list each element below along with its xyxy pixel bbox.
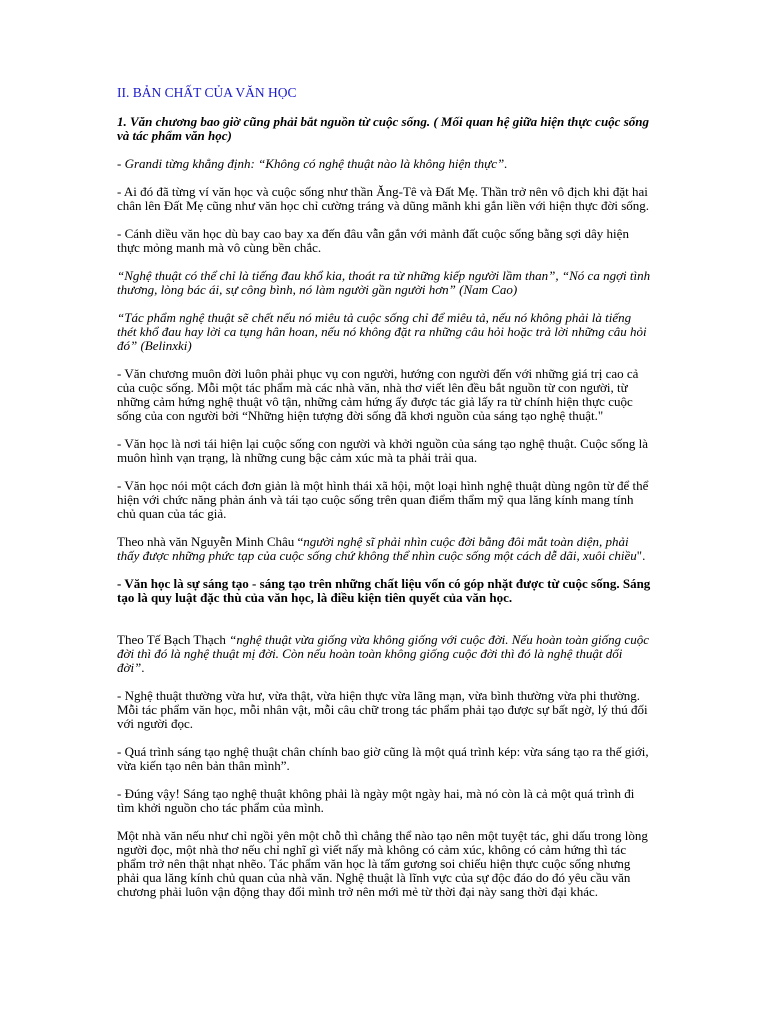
paragraph-creation-process: - Quá trình sáng tạo nghệ thuật chân chính bao giờ cũng là một quá trình kép: vừa sáng tạo ra thế giới, vừa kiến tạo nên bản thân mình”.: [117, 744, 649, 773]
paragraph-serve-people: - Văn chương muôn đời luôn phải phục vụ con người, hướng con người đến với những giá trị cao cả của cuộc sống. Mỗi một tác phẩm mà các nhà văn, nhà thơ viết lên đều bắt nguồn từ con người, từ những cảm hứng nghệ thuật vô tận, những cảm hứng ấy được tác giả lấy ra từ chính hiện thực cuộc sống của con người bởi “Những hiện tượng đời sống đã khơi nguồn của sáng tạo nghệ thuật.": [117, 366, 639, 423]
nmc-prefix: Theo nhà văn Nguyễn Minh Châu “: [117, 534, 304, 549]
section-heading: II. BẢN CHẤT CỦA VĂN HỌC: [117, 85, 297, 100]
tbt-prefix: Theo Tế Bạch Thạch: [117, 632, 230, 647]
paragraph-grandi-quote: [117, 157, 651, 171]
paragraph-art-duality: - Nghệ thuật thường vừa hư, vừa thật, vừa hiện thực vừa lãng mạn, vừa bình thường vừa phi thường. Mỗi tác phẩm văn học, mỗi nhân vật, mỗi câu chữ trong tác phẩm phải tạo được sự bất ngờ, lý thú đối với người đọc.: [117, 688, 648, 731]
spacer: [117, 619, 651, 633]
paragraph-reproduce-life: - Văn học là nơi tái hiện lại cuộc sống con người và khởi nguồn của sáng tạo nghệ thuật. Cuộc sống là muôn hình vạn trạng, là những cung bậc cảm xúc mà ta phải trải qua.: [117, 436, 649, 465]
paragraph-prefix: -: [117, 156, 125, 171]
nmc-quote: người nghệ sĩ phải nhìn cuộc đời bằng đôi mắt toàn diện, phải thấy được những phức tạp của cuộc sống chứ không thể nhìn cuộc sống một cách dễ dãi, xuôi chiều: [117, 534, 637, 563]
paragraph-te-bach-thach: [117, 633, 651, 675]
nmc-suffix: ".: [636, 548, 646, 563]
paragraph-writer-conclusion: Một nhà văn nếu như chỉ ngồi yên một chỗ thì chẳng thể nào tạo nên một tuyệt tác, ghi dấu trong lòng người đọc, một nhà thơ nếu chỉ nghĩ gì viết nấy mà không có cảm xúc, không có cảm hứng thì tác phẩm trở nên thật nhạt nhẽo. Tác phẩm văn học là tấm gương soi chiếu hiện thực cuộc sống nhưng phải qua lăng kính chủ quan của nhà văn. Nghệ thuật là lĩnh vực của sự độc đáo do đó yêu cầu văn chương phải luôn vận động thay đổi mình trở nên mới mẻ từ thời đại này sang thời đại khác.: [117, 828, 648, 899]
tbt-quote: “nghệ thuật vừa giống vừa không giống với cuộc đời. Nếu hoàn toàn giống cuộc đời thì đó là nghệ thuật mị đời. Còn nếu hoàn toàn không giống cuộc đời thì đó là nghệ thuật dối đời”: [117, 632, 649, 675]
subsection-title: 1. Văn chương bao giờ cũng phải bắt nguồn từ cuộc sống. ( Mối quan hệ giữa hiện thực cuộc sống và tác phẩm văn học): [117, 114, 649, 143]
paragraph-not-one-day: - Đúng vậy! Sáng tạo nghệ thuật không phải là ngày một ngày hai, mà nó còn là cả một quá trình đi tìm khởi nguồn cho tác phẩm của mình.: [117, 786, 635, 815]
paragraph-creativity-bold: - Văn học là sự sáng tạo - sáng tạo trên những chất liệu vốn có góp nhặt được từ cuộc sống. Sáng tạo là quy luật đặc thù của văn học, là điều kiện tiên quyết của văn học.: [117, 576, 651, 605]
grandi-quote: Grandi từng khẳng định: “Không có nghệ thuật nào là không hiện thực”.: [124, 156, 508, 171]
paragraph-kite: - Cánh diều văn học dù bay cao bay xa đến đâu vẫn gắn với mảnh đất cuộc sống bằng sợi dây hiện thực mỏng manh mà vô cùng bền chắc.: [117, 226, 629, 255]
paragraph-antaeus: - Ai đó đã từng ví văn học và cuộc sống như thần Ăng-Tê và Đất Mẹ. Thần trở nên vô địch khi đặt hai chân lên Đất Mẹ cũng như văn học chỉ cường tráng và dũng mãnh khi gắn liền với hiện thực đời sống.: [117, 184, 650, 213]
paragraph-definition: - Văn học nói một cách đơn giản là một hình thái xã hội, một loại hình nghệ thuật dùng ngôn từ để thể hiện với chức năng phản ánh và tái tạo cuộc sống trên quan điểm thẩm mỹ qua lăng kính mang tính chủ quan của tác giả.: [117, 478, 649, 521]
tbt-suffix: .: [141, 660, 145, 675]
paragraph-belinxki-quote: “Tác phẩm nghệ thuật sẽ chết nếu nó miêu tả cuộc sống chỉ để miêu tả, nếu nó không phải là tiếng thét khổ đau hay lời ca tụng hân hoan, nếu nó không đặt ra những câu hỏi hoặc trả lời những câu hỏi đó” (Belinxki): [117, 310, 647, 353]
paragraph-nam-cao-quote: “Nghệ thuật có thể chỉ là tiếng đau khổ kia, thoát ra từ những kiếp người lầm than”, “Nó ca ngợi tình thương, lòng bác ái, sự công bình, nó làm người gần người hơn” (Nam Cao): [117, 268, 651, 297]
paragraph-nguyen-minh-chau: [117, 535, 651, 563]
